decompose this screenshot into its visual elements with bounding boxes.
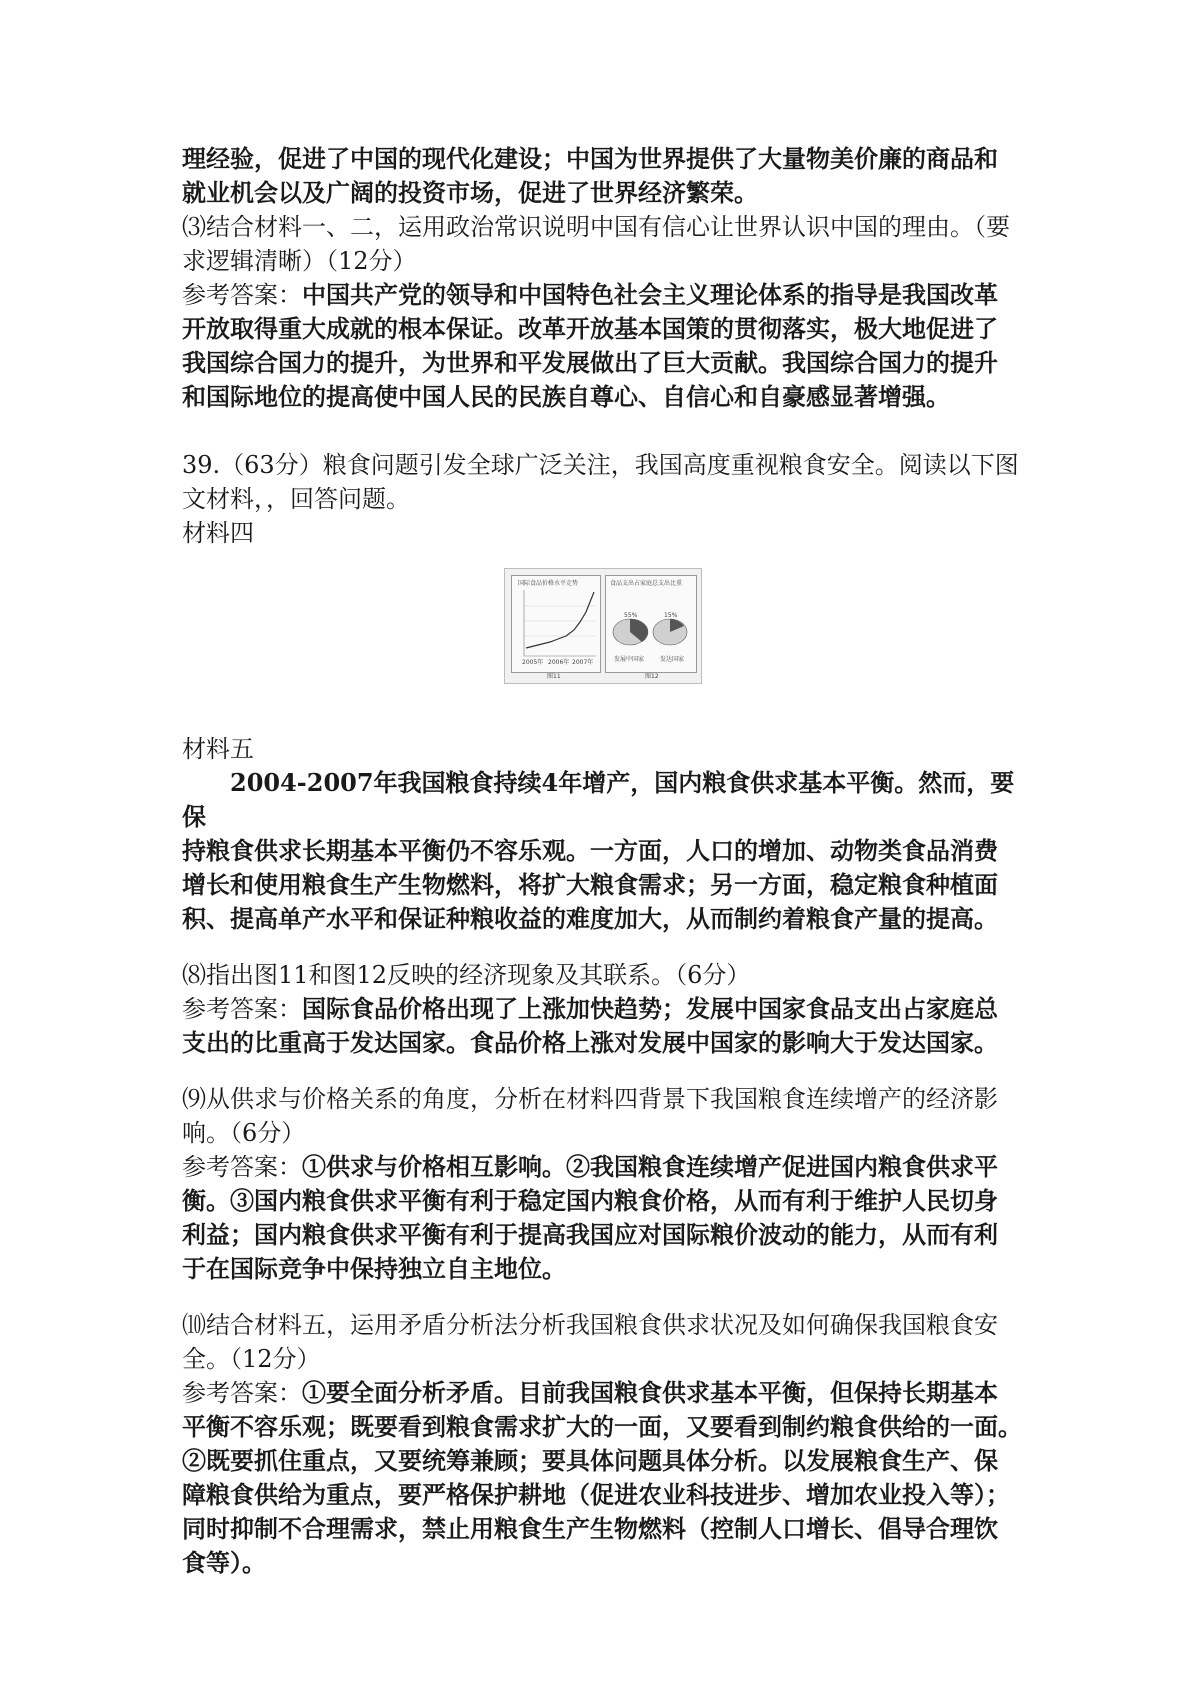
answer-text: 中国共产党的领导和中国特色社会主义理论体系的指导是我国改革 (302, 280, 998, 309)
answer-10-line (182, 1376, 1032, 1410)
question-9-line: ⑼从供求与价格关系的角度，分析在材料四背景下我国粮食连续增产的经济影 (182, 1085, 998, 1113)
material-5-line: 2004-2007年我国粮食持续4年增产，国内粮食供求基本平衡。然而，要保 (182, 768, 1015, 831)
answer-3-line: 开放取得重大成就的根本保证。改革开放基本国策的贯彻落实，极大地促进了 (182, 314, 998, 343)
figure-11-panel (511, 575, 601, 673)
answer-9-line: 利益；国内粮食供求平衡有利于提高我国应对国际粮价波动的能力，从而有利 (182, 1220, 998, 1249)
answer-label: 参考答案： (182, 995, 302, 1023)
answer-10-line: 平衡不容乐观；既要看到粮食需求扩大的一面，又要看到制约粮食供给的一面。 (182, 1412, 1022, 1441)
answer-8-line: 支出的比重高于发达国家。食品价格上涨对发展中国家的影响大于发达国家。 (182, 1028, 998, 1057)
figure-11-line-chart (512, 576, 600, 672)
answer-label: 参考答案： (182, 1379, 302, 1407)
answer-8-line (182, 992, 1032, 1026)
chart-image (504, 568, 702, 684)
answer-label: 参考答案： (182, 281, 302, 309)
figure-12-panel (605, 575, 697, 673)
answer-10-line: 食等）。 (182, 1548, 266, 1577)
figure-11-caption: 图11 (547, 673, 561, 680)
document-body (182, 142, 1032, 1580)
figure-11-tick: 2007年 (572, 659, 594, 666)
figure-12-pct-right: 15% (664, 612, 678, 619)
figure-12-pct-left: 55% (624, 612, 638, 619)
answer-10-line: ②既要抓住重点，又要统筹兼顾；要具体问题具体分析。以发展粮食生产、保 (182, 1446, 998, 1475)
answer-10-line: 同时抑制不合理需求，禁止用粮食生产生物燃料（控制人口增长、倡导合理饮 (182, 1514, 998, 1543)
question-3-line: ⑶结合材料一、二，运用政治常识说明中国有信心让世界认识中国的理由。（要 (182, 213, 1010, 241)
answer-9-line (182, 1150, 1032, 1184)
figure-12-label-left: 发展中国家 (614, 656, 645, 663)
answer-label: 参考答案： (182, 1153, 302, 1181)
answer-10-line: 障粮食供给为重点，要严格保护耕地（促进农业科技进步、增加农业投入等）； (182, 1480, 1010, 1509)
figure-12-title: 食品支出占家庭总支出比重 (610, 580, 683, 587)
answer-text: 国际食品价格出现了上涨加快趋势；发展中国家食品支出占家庭总 (302, 994, 998, 1023)
question-8-line: ⑻指出图11和图12反映的经济现象及其联系。（6分） (182, 961, 751, 989)
question-10-line: ⑽结合材料五，运用矛盾分析法分析我国粮食供求状况及如何确保我国粮食安 (182, 1311, 998, 1339)
material-4-title: 材料四 (182, 519, 254, 547)
answer-9-line: 衡。③国内粮食供求平衡有利于稳定国内粮食价格，从而有利于维护人民切身 (182, 1186, 998, 1215)
material-4-figure (182, 556, 1032, 732)
answer-3-line: 我国综合国力的提升，为世界和平发展做出了巨大贡献。我国综合国力的提升 (182, 348, 998, 377)
figure-12-caption: 图12 (645, 673, 659, 680)
answer-text: ①供求与价格相互影响。②我国粮食连续增产促进国内粮食供求平 (302, 1152, 998, 1181)
figure-11-title: 国际食品价格水平走势 (518, 580, 579, 587)
figure-11-tick: 2006年 (548, 659, 570, 666)
material-5-line: 持粮食供求长期基本平衡仍不容乐观。一方面，人口的增加、动物类食品消费 (182, 836, 998, 865)
answer-text: ①要全面分析矛盾。目前我国粮食供求基本平衡，但保持长期基本 (302, 1378, 998, 1407)
material-5-line: 增长和使用粮食生产生物燃料，将扩大粮食需求；另一方面，稳定粮食种植面 (182, 870, 998, 899)
figure-11-tick: 2005年 (522, 659, 544, 666)
answer-9-line: 于在国际竞争中保持独立自主地位。 (182, 1254, 566, 1283)
material-5-title: 材料五 (182, 735, 254, 763)
question-39-line: 39.（63分）粮食问题引发全球广泛关注，我国高度重视粮食安全。阅读以下图 (182, 451, 1019, 479)
text-line: 就业机会以及广阔的投资市场，促进了世界经济繁荣。 (182, 178, 758, 207)
answer-3-line: 和国际地位的提高使中国人民的民族自尊心、自信心和自豪感显著增强。 (182, 382, 950, 411)
question-9-line: 响。（6分） (182, 1119, 306, 1147)
question-39-line: 文材料，，回答问题。 (182, 485, 410, 513)
text-line: 理经验，促进了中国的现代化建设；中国为世界提供了大量物美价廉的商品和 (182, 144, 998, 173)
answer-3-line (182, 278, 1032, 312)
question-10-line: 全。（12分） (182, 1345, 321, 1373)
material-5-line: 积、提高单产水平和保证种粮收益的难度加大，从而制约着粮食产量的提高。 (182, 904, 998, 933)
figure-12-label-right: 发达国家 (660, 656, 685, 663)
question-3-line: 求逻辑清晰）（12分） (182, 247, 417, 275)
